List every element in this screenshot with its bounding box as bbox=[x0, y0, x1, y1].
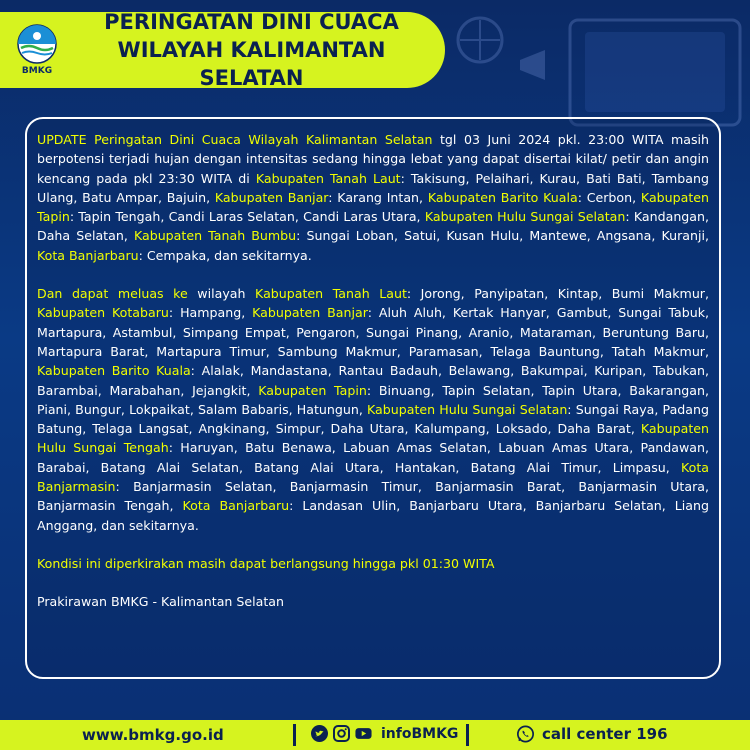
title-line-2: WILAYAH KALIMANTAN SELATAN bbox=[117, 38, 386, 90]
body-text: : Alalak, Mandastana, Rantau Badauh, Belawang, Bakumpai, Kuripan, Tabukan, Barambai, Marabahan, Jejangkit, bbox=[37, 363, 709, 398]
header-banner bbox=[0, 12, 445, 88]
body-text: : Sungai Raya, Padang Batung, Telaga Langsat, Angkinang, Simpur, Daha Utara, Kalumpang, Loksado, Daha Barat, bbox=[37, 401, 709, 437]
duration-paragraph bbox=[37, 554, 709, 573]
title-line-1: PERINGATAN DINI CUACA bbox=[104, 10, 399, 34]
highlighted-text: Kabupaten Barito Kuala bbox=[427, 189, 578, 205]
body-text: : Cempaka, dan sekitarnya. bbox=[138, 247, 312, 263]
body-text: : Aluh Aluh, Kertak Hanyar, Gambut, Sungai Tabuk, Martapura, Astambul, Simpang Empat, Pengaron, Sungai Pinang, Aranio, Mataraman, Beruntung Baru, Martapura Barat, Martapura Timur, Sambung Makmur, Paramasan, Telaga Bauntung, Tatah Makmur, bbox=[37, 305, 709, 359]
body-text: wilayah bbox=[187, 286, 256, 302]
highlighted-text: Kabupaten Hulu Sungai Tengah bbox=[37, 421, 709, 456]
body-text: Prakirawan BMKG - Kalimantan Selatan bbox=[37, 594, 284, 610]
bmkg-logo-icon bbox=[15, 24, 59, 64]
bmkg-logo bbox=[6, 19, 68, 81]
footer-divider bbox=[293, 724, 296, 746]
youtube-icon[interactable] bbox=[355, 725, 372, 742]
social-links bbox=[311, 725, 458, 742]
call-center[interactable] bbox=[517, 725, 668, 743]
title-block bbox=[68, 8, 445, 92]
instagram-icon[interactable] bbox=[333, 725, 350, 742]
body-text: : Tapin Tengah, Candi Laras Selatan, Candi Laras Utara, bbox=[69, 209, 425, 225]
body-text: : Kandangan, Daha Selatan, bbox=[37, 209, 709, 244]
footer-bar bbox=[0, 720, 750, 750]
highlighted-text: Kabupaten Tapin bbox=[258, 382, 367, 398]
highlighted-text: Dan dapat meluas ke bbox=[37, 286, 188, 302]
body-text: : Jorong, Panyipatan, Kintap, Bumi Makmur, bbox=[406, 286, 709, 302]
highlighted-text: Kabupaten Barito Kuala bbox=[37, 363, 191, 379]
body-text: : Karang Intan, bbox=[328, 189, 428, 205]
update-paragraph bbox=[37, 130, 709, 265]
twitter-icon[interactable] bbox=[311, 725, 328, 742]
logo-text: BMKG bbox=[21, 66, 53, 76]
highlighted-text: Kota Banjarbaru bbox=[37, 247, 139, 263]
highlighted-text: Kota Banjarmasin bbox=[37, 459, 709, 495]
whatsapp-phone-icon bbox=[517, 726, 534, 743]
expansion-paragraph bbox=[37, 284, 709, 535]
footer-divider bbox=[466, 724, 469, 746]
body-text: : Takisung, Pelaihari, Kurau, Bati Bati, Tambang Ulang, Batu Ampar, Bajuin, bbox=[37, 170, 709, 205]
body-text: : Banjarmasin Selatan, Banjarmasin Timur, Banjarmasin Barat, Banjarmasin Utara, Banjarmasin Tengah, bbox=[37, 479, 709, 514]
highlighted-text: UPDATE Peringatan Dini Cuaca Wilayah Kalimantan Selatan bbox=[37, 132, 433, 147]
body-text: : Hampang, bbox=[168, 305, 253, 321]
body-text: tgl 03 Juni 2024 pkl. 23:00 WITA masih berpotensi terjadi hujan dengan intensitas sedang hingga lebat yang dapat disertai kilat/ petir dan angin kencang pada pkl 23:30 WITA di bbox=[37, 132, 709, 186]
highlighted-text: Kabupaten Banjar bbox=[252, 305, 368, 321]
body-text: : Haruyan, Batu Benawa, Labuan Amas Selatan, Labuan Amas Utara, Pandawan, Barabai, Batang Alai Selatan, Batang Alai Utara, Hantakan, Batang Alai Timur, Limpasu, bbox=[37, 440, 709, 475]
highlighted-text: Kota Banjarbaru bbox=[182, 498, 290, 514]
social-handle[interactable]: infoBMKG bbox=[381, 725, 459, 742]
highlighted-text: Kabupaten Tanah Laut bbox=[255, 170, 401, 186]
highlighted-text: Kabupaten Tanah Bumbu bbox=[133, 228, 297, 244]
body-text: : Sungai Loban, Satui, Kusan Hulu, Mantewe, Angsana, Kuranji, bbox=[296, 228, 709, 244]
highlighted-text: Kondisi ini diperkirakan masih dapat berlangsung hingga pkl 01:30 WITA bbox=[37, 555, 495, 571]
highlighted-text: Kabupaten Tanah Laut bbox=[255, 286, 407, 302]
warning-text-panel bbox=[25, 117, 721, 679]
body-text: : Binuang, Tapin Selatan, Tapin Utara, Bakarangan, Piani, Bungur, Lokpaikat, Salam Babaris, Hatungun, bbox=[37, 382, 709, 417]
call-center-text: call center 196 bbox=[542, 725, 668, 743]
forecaster-paragraph bbox=[37, 592, 709, 611]
highlighted-text: Kabupaten Hulu Sungai Selatan bbox=[367, 401, 568, 417]
highlighted-text: Kabupaten Banjar bbox=[214, 189, 329, 205]
highlighted-text: Kabupaten Tapin bbox=[37, 189, 710, 225]
website-link[interactable]: www.bmkg.go.id bbox=[82, 726, 224, 744]
body-text: : Cerbon, bbox=[577, 189, 641, 205]
highlighted-text: Kabupaten Hulu Sungai Selatan bbox=[424, 209, 626, 225]
body-text: : Landasan Ulin, Banjarbaru Utara, Banjarbaru Selatan, Liang Anggang, dan sekitarnya. bbox=[37, 498, 709, 533]
highlighted-text: Kabupaten Kotabaru bbox=[37, 305, 169, 321]
